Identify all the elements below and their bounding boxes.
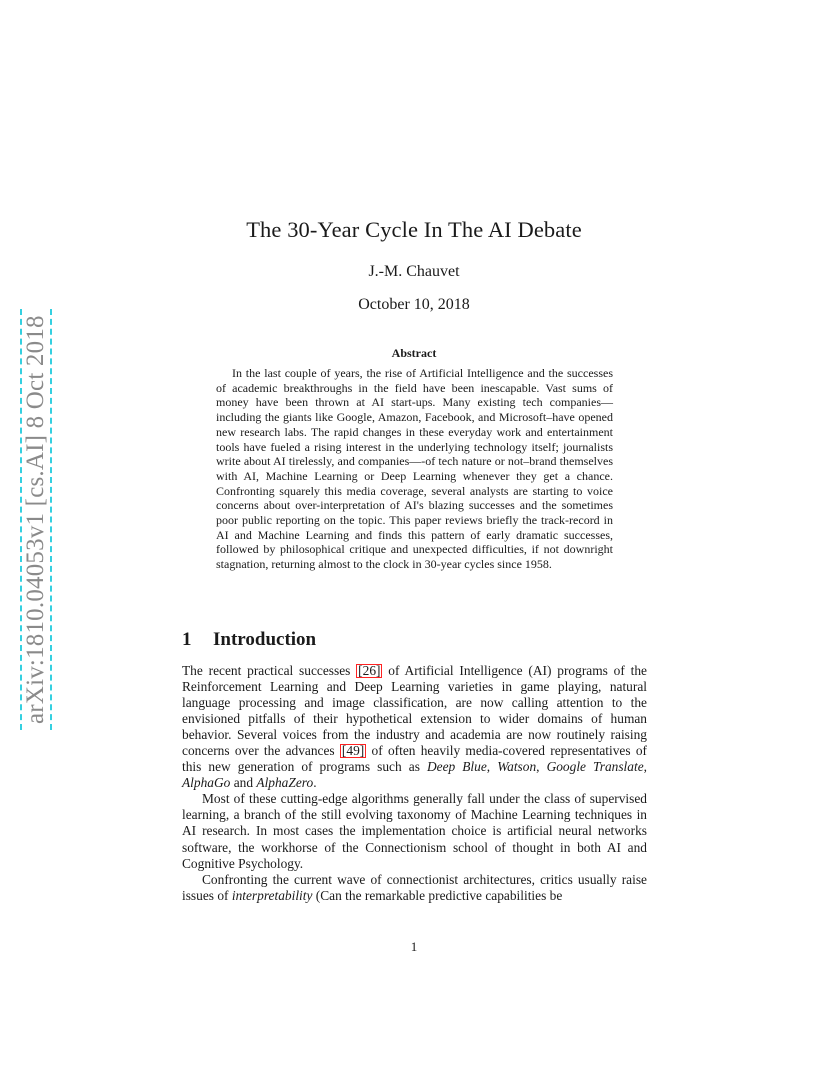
page-number: 1 (410, 939, 418, 954)
section-heading (182, 629, 316, 651)
paper-date: October 10, 2018 (358, 296, 470, 313)
paragraph-text: Confronting the current wave of connectionist architectures, critics usually raise issues of (182, 871, 647, 903)
citation-link[interactable]: [26] (358, 663, 381, 678)
paragraph-1 (182, 663, 647, 791)
emphasized-term: interpretability (231, 887, 313, 903)
paragraph-text: (Can the remarkable predictive capabilities be (312, 887, 563, 903)
paragraph-3 (182, 872, 647, 904)
program-name: AlphaGo (182, 775, 231, 791)
paragraph-text: , (643, 759, 647, 775)
paper-title: The 30-Year Cycle In The AI Debate (246, 217, 582, 242)
program-name: Watson (497, 759, 537, 775)
citation-link[interactable]: [49] (341, 743, 365, 759)
abstract-heading: Abstract (391, 346, 437, 360)
program-name: Deep Blue (426, 759, 487, 775)
paragraph-text: . (313, 775, 317, 791)
paragraph-text: and (230, 775, 257, 791)
arxiv-identifier-text: arXiv:1810.04053v1 [cs.AI] 8 Oct 2018 (20, 309, 52, 730)
body-text (182, 663, 647, 904)
section-number: 1 (182, 629, 192, 650)
paragraph-text: of often heavily media-covered representatives of this new generation of programs such as (182, 743, 647, 775)
abstract-text: In the last couple of years, the rise of Artificial Intelligence and the successes of academic breakthroughs in the field have been inescapable. Vast sums of money have been thrown at AI start-ups. Many existing tech companies—including the giants like Google, Amazon, Facebook, and Microsoft–have opened new research labs. The rapid changes in these everyday work and entertainment tools have fueled a rising interest in the underlying technology itself; journalists write about AI tirelessly, and companies—-of tech nature or not–brand themselves with AI, Machine Learning or Deep Learning whenever they get a chance. Confronting squarely this media coverage, several analysts are starting to voice concerns about over-interpretation of AI's blazing successes and the sometimes poor public reporting on the topic. This paper reviews briefly the track-record in AI and Machine Learning and finds this pattern of early dramatic successes, followed by philosophical critique and unexpected difficulties, if not downright stagnation, returning almost to the clock in 30-year cycles since 1958. (216, 366, 613, 572)
program-name: Google Translate (546, 759, 644, 775)
paragraph-2: Most of these cutting-edge algorithms generally fall under the class of supervised learning, a branch of the still evolving taxonomy of Machine Learning techniques in AI research. In most cases the implementation choice is artificial neural networks software, the workhorse of the Connectionism school of thought in both AI and Cognitive Psychology. (182, 791, 647, 871)
paragraph-text: , (486, 759, 498, 775)
paragraph-text: The recent practical successes (182, 663, 357, 678)
paragraph-text: of Artificial Intelligence (AI) programs of the Reinforcement Learning and Deep Learning varieties in game playing, natural language processing and image classification, are now calling attention to the envisioned pitfalls of their hypothetical extension to wider domains of human behavior. Several voices from the industry and academia are now routinely raising concerns over the advances (182, 663, 647, 759)
paragraph-text: , (536, 759, 547, 775)
paper-author: J.-M. Chauvet (368, 263, 460, 280)
section-title: Introduction (213, 629, 317, 650)
arxiv-identifier-stamp (20, 260, 50, 730)
program-name: AlphaZero (256, 775, 314, 791)
